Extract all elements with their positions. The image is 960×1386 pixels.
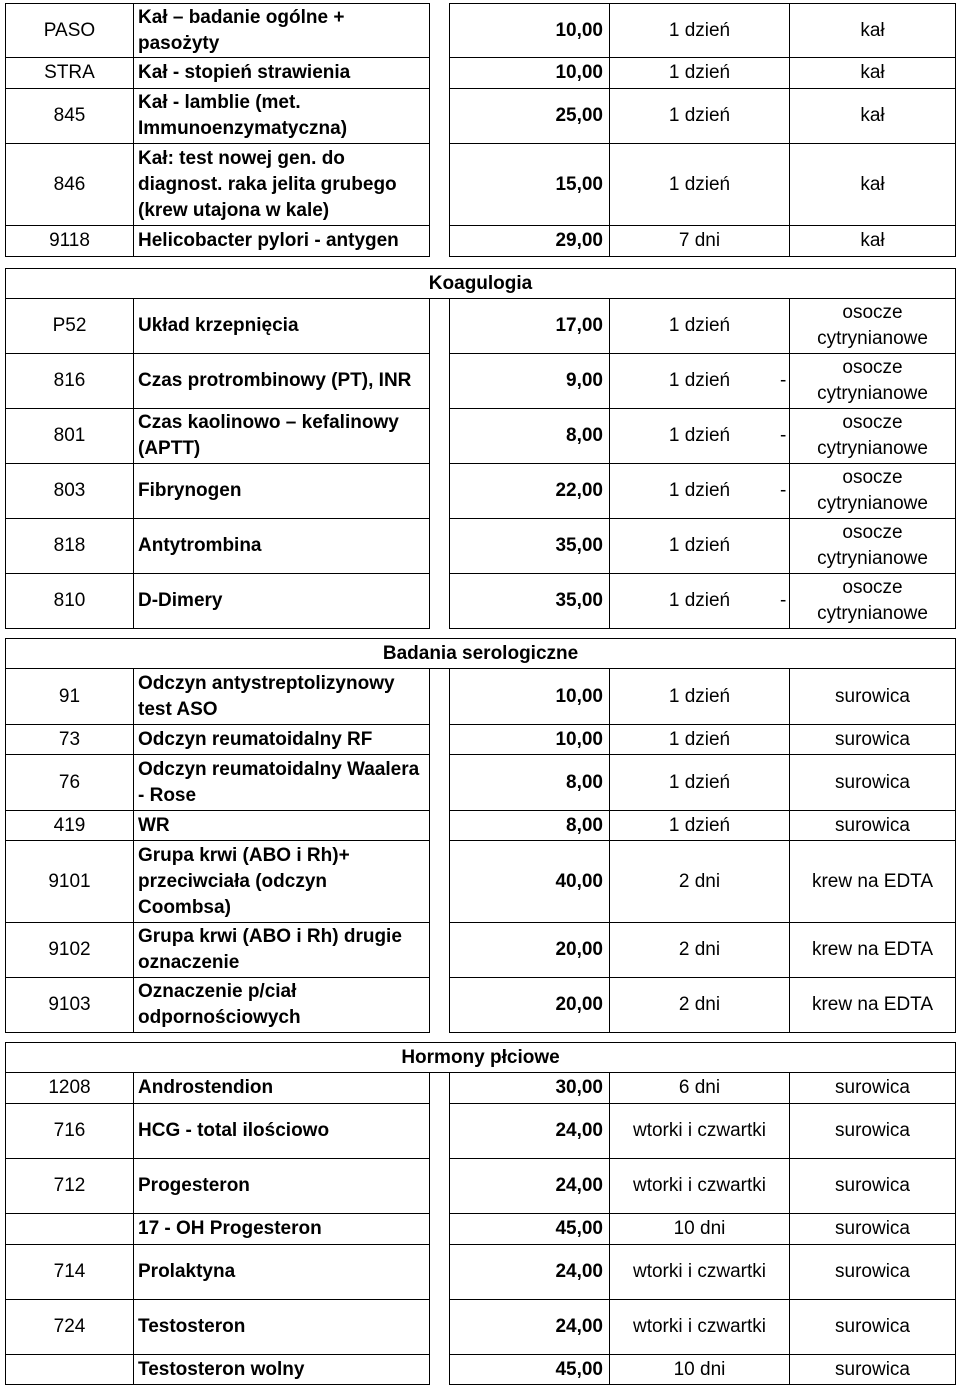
- section-title: Koagulogia: [6, 269, 956, 299]
- test-name: Układ krzepnięcia: [134, 299, 430, 354]
- section-title: Badania serologiczne: [6, 639, 956, 669]
- test-name: D-Dimery: [134, 574, 430, 629]
- test-material: kał: [790, 58, 956, 89]
- table-row: [6, 1159, 956, 1214]
- test-name: Czas protrombinowy (PT), INR: [134, 354, 430, 409]
- test-material: osocze cytrynianowe: [790, 299, 956, 354]
- test-time: 1 dzień: [610, 409, 790, 464]
- test-time: wtorki i czwartki: [610, 1104, 790, 1159]
- table-sex-hormones: [5, 1042, 956, 1385]
- test-name: Odczyn reumatoidalny Waalera - Rose: [134, 755, 430, 811]
- test-price: 45,00: [450, 1214, 610, 1245]
- test-material: surowica: [790, 1300, 956, 1355]
- test-code: 724: [6, 1300, 134, 1355]
- test-price: 20,00: [450, 923, 610, 978]
- test-price: 22,00: [450, 464, 610, 519]
- test-name: Testosteron: [134, 1300, 430, 1355]
- test-material: - osocze cytrynianowe: [790, 464, 956, 519]
- table-row: [6, 1104, 956, 1159]
- test-price: 24,00: [450, 1104, 610, 1159]
- test-code: 76: [6, 755, 134, 811]
- test-material: surowica: [790, 1214, 956, 1245]
- test-time: 1 dzień: [610, 58, 790, 89]
- test-name: Odczyn reumatoidalny RF: [134, 725, 430, 755]
- table-row: [6, 1300, 956, 1355]
- test-name: WR: [134, 811, 430, 841]
- table-row: [6, 574, 956, 629]
- table-row: [6, 1245, 956, 1300]
- test-code: P52: [6, 299, 134, 354]
- test-time: 1 dzień: [610, 354, 790, 409]
- test-time: 2 dni: [610, 923, 790, 978]
- test-material: krew na EDTA: [790, 978, 956, 1033]
- test-price: 10,00: [450, 669, 610, 725]
- test-material: krew na EDTA: [790, 841, 956, 923]
- test-code: 9118: [6, 226, 134, 257]
- test-time: wtorki i czwartki: [610, 1245, 790, 1300]
- table-row: [6, 811, 956, 841]
- test-name: Kał - stopień strawienia: [134, 58, 430, 89]
- table-row: [6, 409, 956, 464]
- test-price: 10,00: [450, 725, 610, 755]
- test-code: 816: [6, 354, 134, 409]
- dash-mark: -: [780, 480, 787, 501]
- test-price: 17,00: [450, 299, 610, 354]
- test-time: 1 dzień: [610, 755, 790, 811]
- test-code: 419: [6, 811, 134, 841]
- dash-mark: -: [780, 425, 787, 446]
- test-material: kał: [790, 89, 956, 144]
- test-name: Odczyn antystreptolizynowy test ASO: [134, 669, 430, 725]
- test-price: 8,00: [450, 811, 610, 841]
- test-material: surowica: [790, 1104, 956, 1159]
- test-price: 29,00: [450, 226, 610, 257]
- test-name: 17 - OH Progesteron: [134, 1214, 430, 1245]
- table-row: [6, 1355, 956, 1385]
- test-code: 9102: [6, 923, 134, 978]
- test-time: 1 dzień: [610, 144, 790, 226]
- dash-mark: -: [780, 370, 787, 391]
- test-material: surowica: [790, 669, 956, 725]
- table-stool-tests: [5, 3, 956, 257]
- test-name: Grupa krwi (ABO i Rh) drugie oznaczenie: [134, 923, 430, 978]
- test-price: 25,00: [450, 89, 610, 144]
- test-time: 1 dzień: [610, 299, 790, 354]
- test-time: wtorki i czwartki: [610, 1159, 790, 1214]
- table-row: [6, 226, 956, 257]
- test-name: Oznaczenie p/ciał odpornościowych: [134, 978, 430, 1033]
- table-serology: [5, 638, 956, 1033]
- table-row: [6, 4, 956, 58]
- test-name: Kał – badanie ogólne + pasożyty: [134, 4, 430, 58]
- test-price: 24,00: [450, 1300, 610, 1355]
- table-row: [6, 755, 956, 811]
- test-time: 2 dni: [610, 978, 790, 1033]
- test-code: 9103: [6, 978, 134, 1033]
- test-material: - osocze cytrynianowe: [790, 354, 956, 409]
- test-price: 45,00: [450, 1355, 610, 1385]
- test-name: Kał: test nowej gen. do diagnost. raka jelita grubego (krew utajona w kale): [134, 144, 430, 226]
- table-row: [6, 1073, 956, 1104]
- table-row: [6, 299, 956, 354]
- test-code: 810: [6, 574, 134, 629]
- table-row: [6, 519, 956, 574]
- test-code: 1208: [6, 1073, 134, 1104]
- test-material: kał: [790, 226, 956, 257]
- test-price: 15,00: [450, 144, 610, 226]
- test-name: Helicobacter pylori - antygen: [134, 226, 430, 257]
- test-material: surowica: [790, 1355, 956, 1385]
- table-row: [6, 464, 956, 519]
- test-price: 10,00: [450, 58, 610, 89]
- test-material: surowica: [790, 1245, 956, 1300]
- test-code: [6, 1355, 134, 1385]
- test-material: kał: [790, 144, 956, 226]
- test-time: 7 dni: [610, 226, 790, 257]
- test-code: 714: [6, 1245, 134, 1300]
- test-name: Testosteron wolny: [134, 1355, 430, 1385]
- test-material: - osocze cytrynianowe: [790, 409, 956, 464]
- test-material: osocze cytrynianowe: [790, 519, 956, 574]
- test-name: Kał - lamblie (met. Immunoenzymatyczna): [134, 89, 430, 144]
- test-material: surowica: [790, 811, 956, 841]
- test-code: 818: [6, 519, 134, 574]
- test-material: surowica: [790, 725, 956, 755]
- test-time: 2 dni: [610, 841, 790, 923]
- test-name: Prolaktyna: [134, 1245, 430, 1300]
- test-name: Grupa krwi (ABO i Rh)+ przeciwciała (odczyn Coombsa): [134, 841, 430, 923]
- test-price: 8,00: [450, 409, 610, 464]
- test-code: 845: [6, 89, 134, 144]
- test-time: 1 dzień: [610, 89, 790, 144]
- table-row: [6, 669, 956, 725]
- table-row: [6, 144, 956, 226]
- dash-mark: -: [780, 590, 787, 611]
- table-row: [6, 841, 956, 923]
- test-price: 35,00: [450, 574, 610, 629]
- table-row: [6, 978, 956, 1033]
- section-header: [6, 639, 956, 669]
- test-price: 24,00: [450, 1159, 610, 1214]
- test-price: 24,00: [450, 1245, 610, 1300]
- test-material: surowica: [790, 1073, 956, 1104]
- test-time: 1 dzień: [610, 811, 790, 841]
- section-header: [6, 269, 956, 299]
- test-code: 712: [6, 1159, 134, 1214]
- test-price: 35,00: [450, 519, 610, 574]
- test-time: wtorki i czwartki: [610, 1300, 790, 1355]
- test-price: 40,00: [450, 841, 610, 923]
- test-material: krew na EDTA: [790, 923, 956, 978]
- test-material: kał: [790, 4, 956, 58]
- test-name: HCG - total ilościowo: [134, 1104, 430, 1159]
- test-time: 1 dzień: [610, 725, 790, 755]
- test-material: surowica: [790, 1159, 956, 1214]
- test-code: 803: [6, 464, 134, 519]
- test-code: 801: [6, 409, 134, 464]
- test-time: 1 dzień: [610, 519, 790, 574]
- test-material: - osocze cytrynianowe: [790, 574, 956, 629]
- test-code: STRA: [6, 58, 134, 89]
- test-name: Androstendion: [134, 1073, 430, 1104]
- test-code: 716: [6, 1104, 134, 1159]
- table-row: [6, 89, 956, 144]
- test-time: 10 dni: [610, 1214, 790, 1245]
- test-code: [6, 1214, 134, 1245]
- test-name: Fibrynogen: [134, 464, 430, 519]
- test-time: 6 dni: [610, 1073, 790, 1104]
- test-name: Czas kaolinowo – kefalinowy (APTT): [134, 409, 430, 464]
- test-code: 73: [6, 725, 134, 755]
- test-name: Antytrombina: [134, 519, 430, 574]
- table-row: [6, 58, 956, 89]
- section-header: [6, 1043, 956, 1073]
- test-time: 1 dzień: [610, 464, 790, 519]
- test-time: 1 dzień: [610, 4, 790, 58]
- test-price: 10,00: [450, 4, 610, 58]
- test-price: 9,00: [450, 354, 610, 409]
- test-code: 846: [6, 144, 134, 226]
- test-code: 91: [6, 669, 134, 725]
- table-row: [6, 725, 956, 755]
- table-row: [6, 354, 956, 409]
- section-title: Hormony płciowe: [6, 1043, 956, 1073]
- table-row: [6, 1214, 956, 1245]
- test-time: 1 dzień: [610, 669, 790, 725]
- test-time: 1 dzień: [610, 574, 790, 629]
- table-row: [6, 923, 956, 978]
- test-code: PASO: [6, 4, 134, 58]
- test-price: 8,00: [450, 755, 610, 811]
- test-material: surowica: [790, 755, 956, 811]
- test-name: Progesteron: [134, 1159, 430, 1214]
- test-code: 9101: [6, 841, 134, 923]
- test-price: 30,00: [450, 1073, 610, 1104]
- test-price: 20,00: [450, 978, 610, 1033]
- table-coagulation: [5, 268, 956, 629]
- test-time: 10 dni: [610, 1355, 790, 1385]
